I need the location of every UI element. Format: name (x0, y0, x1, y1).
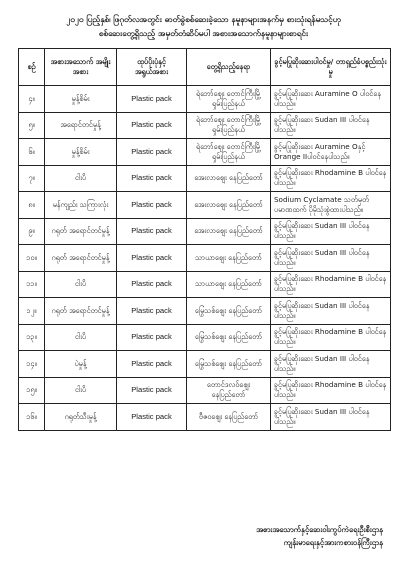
table-body (19, 86, 391, 431)
header-no: စဉ် (19, 49, 45, 86)
footer-line-2: ကျန်းမာရေးနှင့်အားကစားဝန်ကြီးဌာန (283, 538, 383, 547)
cell-name: ငါးပိ (45, 271, 117, 298)
cell-pack: Plastic pack (117, 192, 187, 219)
table-row (19, 245, 391, 272)
cell-name: မန်ကျည်း သကြားလုံး (45, 192, 117, 219)
cell-result: Sodium Cyclamate သတ်မှတ် ပမာဏထက် ပိုမိုသုံးစွဲထားပါသည်။ (271, 192, 391, 219)
table-row (19, 404, 391, 431)
table-row (19, 86, 391, 113)
cell-result: ခွင့်မပြုဆိုးဆေး Rhodamine B ပါဝင်နေပါသည်။ (271, 271, 391, 298)
document-heading (18, 12, 389, 40)
cell-result: ခွင့်မပြုဆိုးဆေး Sudan III ပါဝင်နေပါသည်။ (271, 404, 391, 431)
cell-result: ခွင့်မပြုဆိုးဆေး Rhodamine B ပါဝင်နေပါသည်။ (271, 165, 391, 192)
table-row (19, 351, 391, 378)
cell-name: ငါးပိ (45, 377, 117, 404)
cell-place: တောင်ဒလဝ်ဈေး နေပြည်တော် (187, 377, 271, 404)
header-place: တွေ့ရှိသည့်နေရာ (187, 49, 271, 86)
cell-result: ခွင့်မပြုဆိုးဆေး Rhodamine B ပါဝင်နေပါသည်။ (271, 377, 391, 404)
cell-no: ၄။ (19, 86, 45, 113)
footer-line-1: အစားအသောက်နှင့်ဆေးဝါးကွပ်ကဲရေးဦးစီးဌာန (256, 525, 383, 534)
cell-no: ၁၁။ (19, 271, 45, 298)
cell-place: ရဲဘော်ဈေး တောင်ကြီးမြို့ ရှမ်းပြည်နယ် (187, 86, 271, 113)
cell-pack: Plastic pack (117, 271, 187, 298)
table-row (19, 139, 391, 166)
cell-place: အေးလာဈေး နေပြည်တော် (187, 192, 271, 219)
cell-place: မြွေသစ်ဈေး နေပြည်တော် (187, 324, 271, 351)
cell-name: ဂရုတ် အရောင်တင်မှုန့် (45, 218, 117, 245)
header-result: ခွင့်မပြုဆိုးဆေးပါဝင်မှု/ တာရှည်ခံပစ္စည်းသုံးမှု (271, 49, 391, 86)
cell-no: ၇။ (19, 165, 45, 192)
table-row (19, 271, 391, 298)
table-row (19, 165, 391, 192)
cell-result: ခွင့်မပြုဆိုးဆေး Sudan III ပါဝင်နေပါသည်။ (271, 245, 391, 272)
cell-place: ရဲဘော်ဈေး တောင်ကြီးမြို့ ရှမ်းပြည်နယ် (187, 112, 271, 139)
cell-name: မှုန့်စိမ်း (45, 139, 117, 166)
cell-name: မှုန့်စိမ်း (45, 86, 117, 113)
cell-no: ၉။ (19, 218, 45, 245)
cell-pack: Plastic pack (117, 112, 187, 139)
cell-name: အရောင်တင်မှုန့် (45, 112, 117, 139)
table-row (19, 324, 391, 351)
cell-name: ငါးပိ (45, 165, 117, 192)
cell-result: ခွင့်မပြုဆိုးဆေး Sudan III ပါဝင်နေပါသည်။ (271, 351, 391, 378)
cell-name: ဂရုတ် အရောင်တင်မှုန့် (45, 298, 117, 325)
results-table (18, 48, 391, 431)
cell-pack: Plastic pack (117, 86, 187, 113)
cell-pack: Plastic pack (117, 377, 187, 404)
cell-no: ၁၄။ (19, 351, 45, 378)
cell-no: ၈။ (19, 192, 45, 219)
header-name: အစားအသောက် အမျိုးအစား (45, 49, 117, 86)
cell-no: ၁၂။ (19, 298, 45, 325)
cell-place: သာယာဈေး နေပြည်တော် (187, 271, 271, 298)
cell-pack: Plastic pack (117, 351, 187, 378)
cell-pack: Plastic pack (117, 139, 187, 166)
cell-place: သာယာဈေး နေပြည်တော် (187, 245, 271, 272)
table-header-row (19, 49, 391, 86)
cell-no: ၁၃။ (19, 324, 45, 351)
cell-pack: Plastic pack (117, 404, 187, 431)
cell-name: ငါးပိ (45, 324, 117, 351)
cell-place: အေးလာဈေး နေပြည်တော် (187, 165, 271, 192)
cell-result: ခွင့်မပြုဆိုးဆေး Rhodamine B ပါဝင်နေပါသည်။ (271, 324, 391, 351)
table-row (19, 112, 391, 139)
cell-pack: Plastic pack (117, 218, 187, 245)
cell-no: ၁၀။ (19, 245, 45, 272)
cell-place: ဗီဇဝဈေး နေပြည်တော် (187, 404, 271, 431)
table-row (19, 192, 391, 219)
cell-no: ၁၆။ (19, 404, 45, 431)
cell-name: ပဲမှုန့် (45, 351, 117, 378)
heading-line-1: ၂၀၂၀ ပြည့်နှစ်၊ ဖြဂုတ်လအတွင်း ဓာတ်ခွဲစစ်ဆေးခဲ့သော နမူနာများအနက်မှ စားသုံးရန်မသင့်ဟု (66, 14, 341, 24)
cell-no: ၁၅။ (19, 377, 45, 404)
header-pack: ထုပ်ပိုးပုံနှင့် အရွယ်အစား (117, 49, 187, 86)
document-footer (256, 523, 383, 549)
cell-result: ခွင့်မပြုဆိုးဆေး Sudan III ပါဝင်နေပါသည်။ (271, 298, 391, 325)
cell-no: ၅။ (19, 112, 45, 139)
cell-result: ခွင့်မပြုဆိုးဆေး Sudan III ပါဝင်နေပါသည်။ (271, 112, 391, 139)
cell-no: ၆။ (19, 139, 45, 166)
cell-result: ခွင့်မပြုဆိုးဆေး Auramine Oနှင့် Orange IIပါဝင်နေပါသည်။ (271, 139, 391, 166)
cell-place: အေးလာဈေး နေပြည်တော် (187, 218, 271, 245)
cell-pack: Plastic pack (117, 298, 187, 325)
cell-place: ရဲဘော်ဈေး တောင်ကြီးမြို့ ရှမ်းပြည်နယ် (187, 139, 271, 166)
table-row (19, 218, 391, 245)
cell-place: မြွေသစ်ဈေး နေပြည်တော် (187, 298, 271, 325)
cell-name: ဂရုတ်သီးမှုန့် (45, 404, 117, 431)
table-row (19, 298, 391, 325)
cell-pack: Plastic pack (117, 324, 187, 351)
cell-pack: Plastic pack (117, 245, 187, 272)
cell-pack: Plastic pack (117, 165, 187, 192)
cell-result: ခွင့်မပြုဆိုးဆေး Sudan III ပါဝင်နေပါသည်။ (271, 218, 391, 245)
cell-place: မြွေသစ်ဈေး နေပြည်တော် (187, 351, 271, 378)
cell-name: ဂရုတ် အရောင်တင်မှုန့် (45, 245, 117, 272)
heading-line-2: စစ်ဆေးတွေ့ရှိသည့် အမှတ်တံဆိပ်မပါ အစားအသောက်နမူနာများစာရင်း (98, 28, 309, 38)
table-row (19, 377, 391, 404)
cell-result: ခွင့်မပြုဆိုးဆေး Auramine O ပါဝင်နေပါသည်။ (271, 86, 391, 113)
